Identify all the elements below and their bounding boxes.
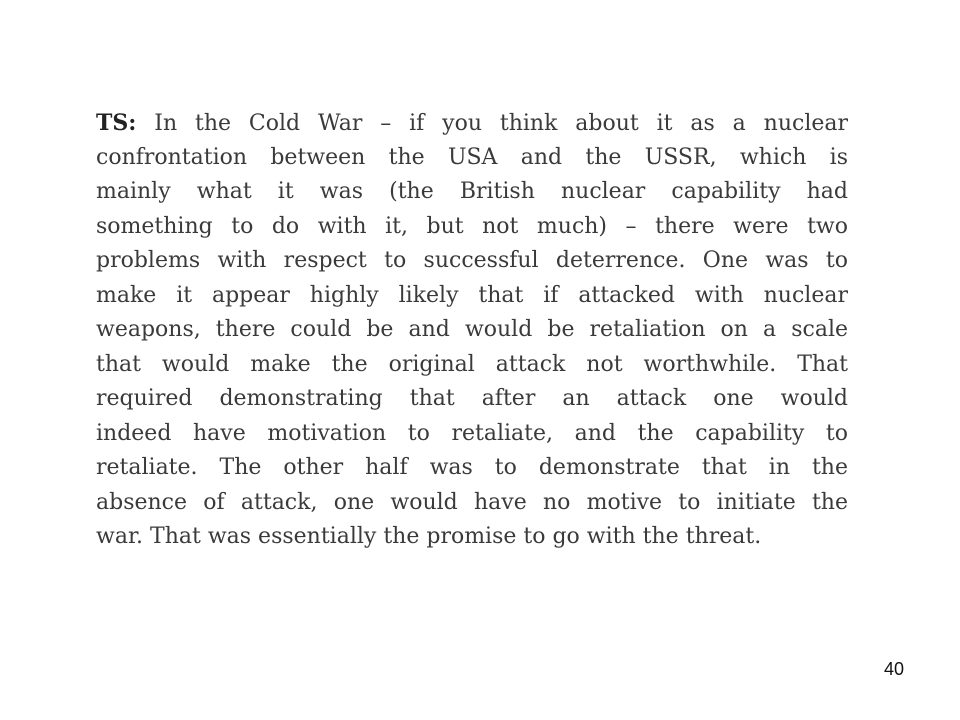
quote-line-13: war. That was essentially the promise to go with the threat. <box>96 524 762 549</box>
quote-block <box>96 106 848 555</box>
quote-line-2: confrontation between the USA and the USSR, which is <box>96 144 848 170</box>
quote-line-4: something to do with it, but not much) – there were two <box>96 213 848 239</box>
quote-line-7: weapons, there could be and would be retaliation on a scale <box>96 317 848 342</box>
quote-line-3: mainly what it was (the British nuclear capability had <box>96 179 848 204</box>
quote-line-text: In the Cold War – if you think about it as a nuclear <box>154 111 849 136</box>
page-number: 40 <box>883 659 904 679</box>
quote-line-5: problems with respect to successful deterrence. One was to <box>96 248 848 273</box>
quote-line-6: make it appear highly likely that if attacked with nuclear <box>96 282 848 308</box>
quote-line-8: that would make the original attack not worthwhile. That <box>96 351 848 377</box>
quote-line-9: required demonstrating that after an attack one would <box>96 386 848 411</box>
quote-line-12: absence of attack, one would have no motive to initiate the <box>96 489 848 515</box>
quote-line-10: indeed have motivation to retaliate, and the capability to <box>96 420 848 446</box>
speaker-label: TS: <box>96 110 137 136</box>
quote-line-1 <box>96 106 848 141</box>
quote-line-11: retaliate. The other half was to demonstrate that in the <box>96 455 848 480</box>
